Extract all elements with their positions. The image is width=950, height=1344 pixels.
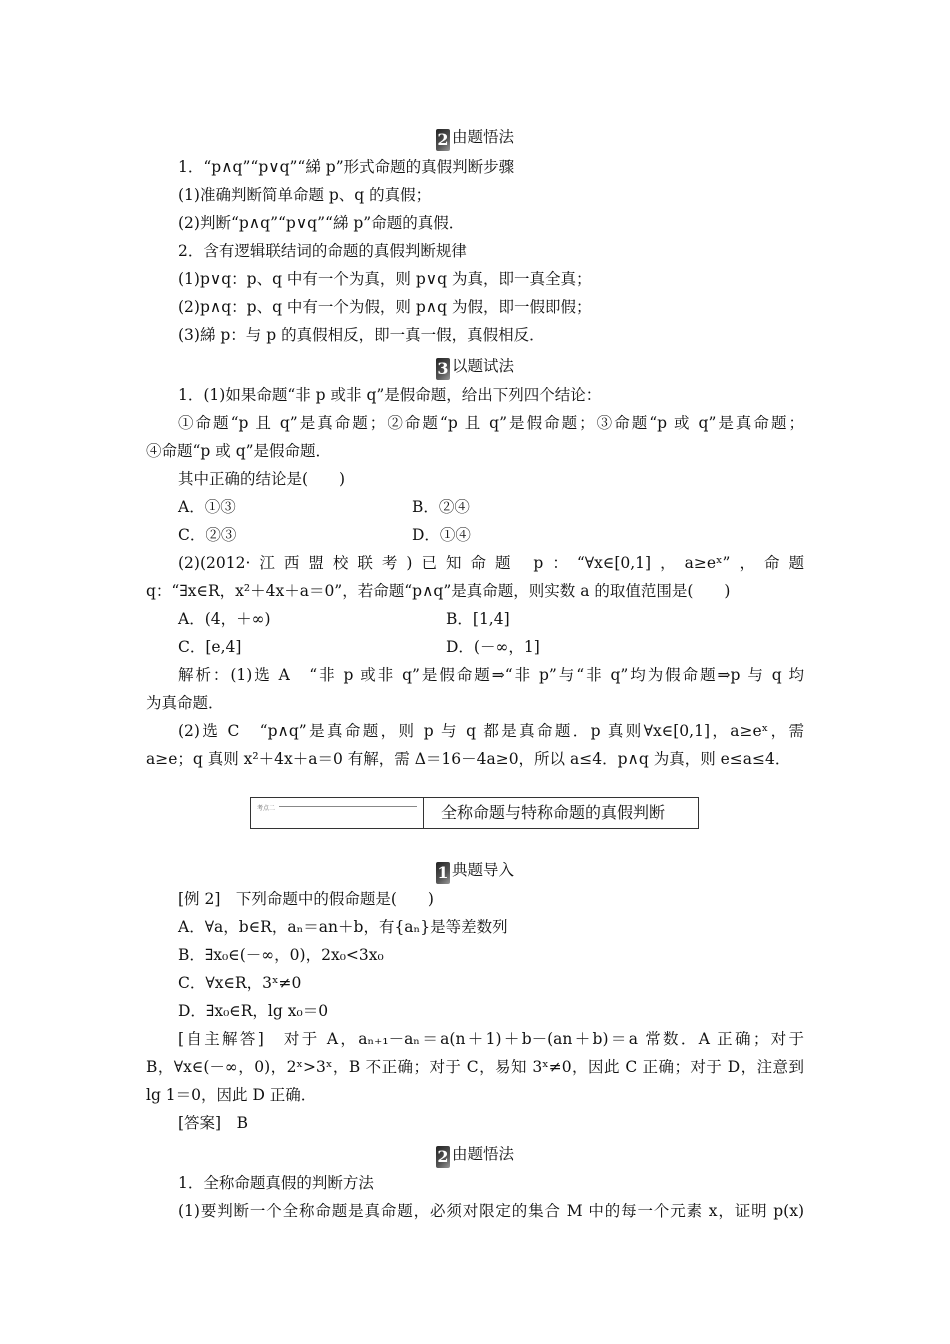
answer-line: B，∀x∈(－∞，0)，2ˣ>3ˣ，B 不正确；对于 C，易知 3ˣ≠0，因此 C 正确；对于 D，注意到 [146, 1058, 804, 1076]
topic-tag: 考点二 [257, 805, 276, 812]
paragraph-line: (2)判断“p∧q”“p∨q”“綈 p”命题的真假． [178, 214, 465, 232]
question-line: 1．(1)如果命题“非 p 或非 q”是假命题，给出下列四个结论： [178, 386, 602, 404]
section-heading-dianti-daoru [0, 857, 950, 884]
solution-line: a≥e；q 真则 x²＋4x＋a＝0 有解，需 Δ＝16－4a≥0，所以 a≤4．p∧q 为真，则 e≤a≤4． [146, 750, 791, 768]
topic-tag-cell [251, 798, 424, 828]
heading-text: 以题试法 [451, 357, 514, 375]
paragraph-line: (1)准确判断简单命题 p、q 的真假； [178, 186, 432, 204]
option-b: B．∃x₀∈(－∞，0)，2x₀<3x₀ [178, 946, 384, 964]
option-b: B．②④ [412, 498, 470, 516]
example-line: [例 2] 下列命题中的假命题是( ) [178, 890, 434, 908]
paragraph-line: (2)p∧q：p、q 中有一个为假，则 p∧q 为假，即一假即假； [178, 298, 592, 316]
heading-text: 典题导入 [451, 861, 514, 879]
question-line: (2)(2012·江西盟校联考)已知命题 p：“∀x∈[0,1]，a≥eˣ”，命题 [178, 554, 804, 572]
answer-line: lg 1＝0，因此 D 正确． [146, 1086, 317, 1104]
heading-number-badge: 2 [437, 1147, 449, 1166]
paragraph-line: 2．含有逻辑联结词的命题的真假判断规律 [178, 242, 467, 260]
question-line: ①命题“p 且 q”是真命题；②命题“p 且 q”是假命题；③命题“p 或 q”是真命题； [178, 414, 804, 432]
section-heading-youti-wufa [0, 124, 950, 151]
paragraph-line: 1．“p∧q”“p∨q”“綈 p”形式命题的真假判断步骤 [178, 158, 515, 176]
option-d: D．(－∞，1] [446, 638, 540, 656]
option-a: A．(4，＋∞) [178, 610, 271, 628]
option-a: A．∀a，b∈R，aₙ＝an＋b，有{aₙ}是等差数列 [178, 918, 508, 936]
option-c: C．[e,4] [178, 638, 242, 656]
final-answer: [答案] B [178, 1114, 248, 1132]
paragraph-line: (3)綈 p：与 p 的真假相反，即一真一假，真假相反． [178, 326, 545, 344]
section-heading-youti-wufa-2 [0, 1141, 950, 1168]
heading-number-badge: 3 [437, 359, 449, 378]
divider [279, 806, 417, 807]
solution-line: 为真命题． [146, 694, 224, 712]
option-c: C．②③ [178, 526, 237, 544]
heading-text: 由题悟法 [451, 1145, 514, 1163]
question-line: 其中正确的结论是( ) [178, 470, 346, 488]
topic-title-box [250, 797, 699, 829]
option-a: A．①③ [178, 498, 236, 516]
option-c: C．∀x∈R，3ˣ≠0 [178, 974, 302, 992]
topic-title: 全称命题与特称命题的真假判断 [441, 803, 666, 822]
paragraph-line: (1)p∨q：p、q 中有一个为真，则 p∨q 为真，即一真全真； [178, 270, 592, 288]
question-line: q：“∃x∈R，x²＋4x＋a＝0”，若命题“p∧q”是真命题，则实数 a 的取值范围是( ) [146, 582, 731, 600]
paragraph-line: (1)要判断一个全称命题是真命题，必须对限定的集合 M 中的每一个元素 x，证明 p(x) [178, 1202, 804, 1220]
solution-line: (2)选 C “p∧q”是真命题，则 p 与 q 都是真命题．p 真则∀x∈[0,1]，a≥eˣ，需 [178, 722, 804, 740]
option-d: D．∃x₀∈R，lg x₀＝0 [178, 1002, 329, 1020]
question-line: ④命题“p 或 q”是假命题． [146, 442, 332, 460]
heading-number-badge: 2 [437, 130, 449, 149]
solution-line: 解析：(1)选 A “非 p 或非 q”是假命题⇒“非 p”与“非 q”均为假命题⇒p 与 q 均 [178, 666, 804, 684]
heading-number-badge: 1 [437, 863, 449, 882]
paragraph-line: 1．全称命题真假的判断方法 [178, 1174, 374, 1192]
answer-line: [自主解答] 对于 A，aₙ₊₁－aₙ＝a(n＋1)＋b－(an＋b)＝a 常数．A 正确；对于 [178, 1030, 804, 1048]
heading-text: 由题悟法 [451, 128, 514, 146]
section-heading-yiti-shifa [0, 353, 950, 380]
option-b: B．[1,4] [446, 610, 510, 628]
option-d: D．①④ [412, 526, 471, 544]
